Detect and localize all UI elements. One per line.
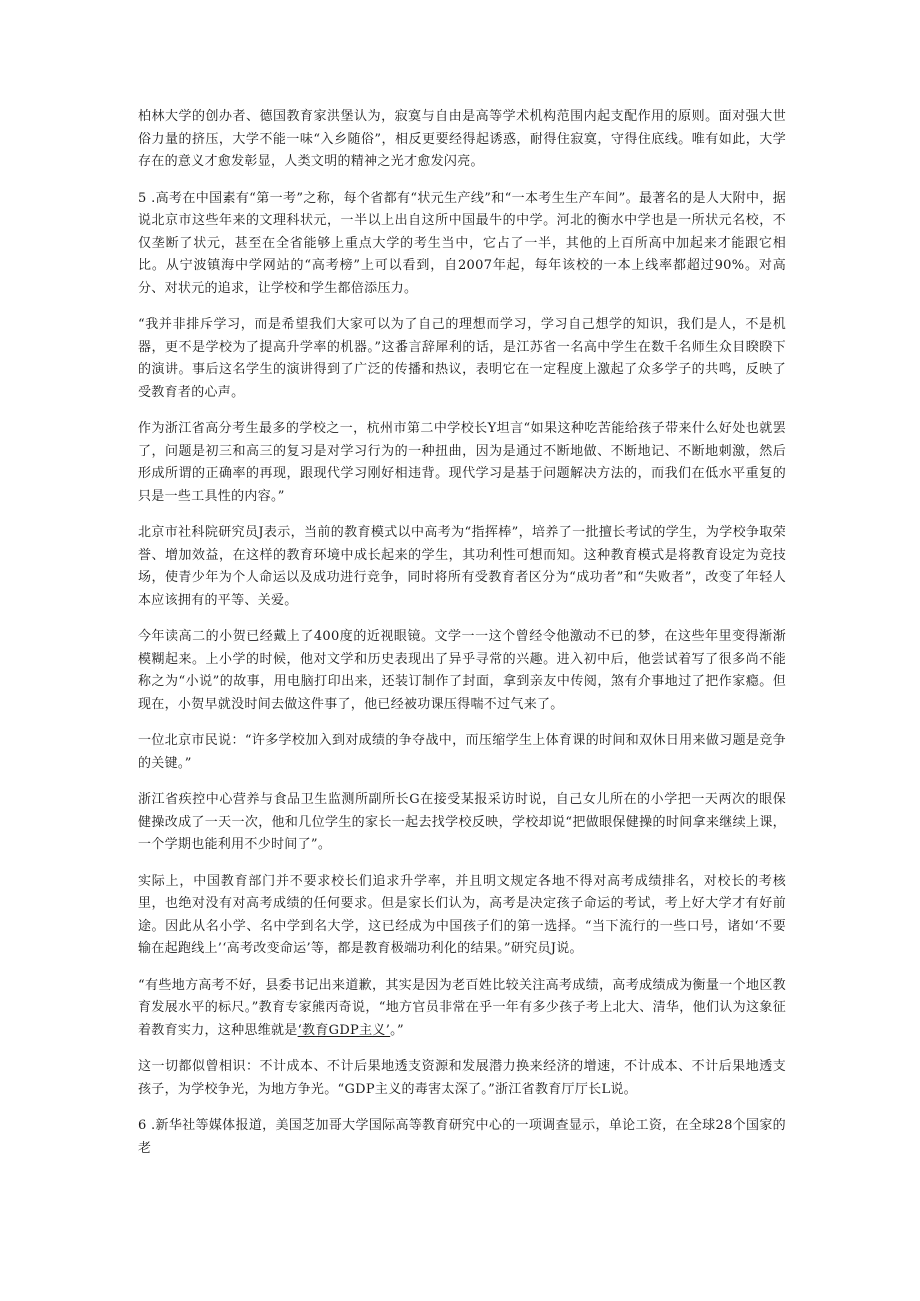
paragraph-deja-vu: 这一切都似曾相识：不计成本、不计后果地透支资源和发展潜力换来经济的增速，不计成本、不计后果地透支孩子，为学校争光，为地方争光。“GDP主义的毒害太深了。”浙江省教育厅厅长L说。 <box>138 1059 786 1097</box>
paragraph-hangzhou-principal: 作为浙江省高分考生最多的学校之一，杭州市第二中学校长Y坦言“如果这种吃苦能给孩子带来什么好处也就罢了，问题是初三和高三的复习是对学习行为的一种扭曲，因为是通过不断地做、不断地记、不断地刺激，然后形成所谓的正确率的再现，跟现代学习刚好相违背。现代学习是基于问题解决方法的，而我们在低水平重复的只是一些工具性的内容。” <box>138 421 786 504</box>
paragraph-5-gaokao: 5 .高考在中国素有“第一考”之称，每个省都有“状元生产线”和“一本考生生产车间”。最著名的是人大附中，据说北京市这些年来的文理科状元，一半以上出自这所中国最牛的中学。河北的衡水中学也是一所状元名校，不仅垄断了状元，甚至在全省能够上重点大学的考生当中，它占了一半，其他的上百所高中加起来才能跟它相比。从宁波镇海中学网站的“高考榜”上可以看到，自2007年起，每年该校的一本上线率都超过90%。对高分、对状元的追求，让学校和学生都倍添压力。 <box>138 190 786 296</box>
paragraph-gdp-ism <box>138 975 786 1043</box>
gdp-underlined-term: ‘教育GDP主义’ <box>297 1022 391 1038</box>
paragraph-6-chicago: 6 .新华社等媒体报道，美国芝加哥大学国际高等教育研究中心的一项调查显示，单论工资，在全球28个国家的老 <box>138 1118 786 1156</box>
paragraph-education-dept: 实际上，中国教育部门并不要求校长们追求升学率，并且明文规定各地不得对高考成绩排名，对校长的考核里，也绝对没有对高考成绩的任何要求。但是家长们认为，高考是决定孩子命运的考试，考上好大学才有好前途。因此从名小学、名中学到名大学，这已经成为中国孩子们的第一选择。“当下流行的一些口号，诸如‘不要输在起跑线上’‘高考改变命运’等，都是教育极端功利化的结果。”研究员J说。 <box>138 873 786 956</box>
gdp-text-after: 。” <box>390 1022 404 1038</box>
paragraph-zhejiang-cdc: 浙江省疾控中心营养与食品卫生监测所副所长G在接受某报采访时说，自己女儿所在的小学把一天两次的眼保健操改成了一天一次，他和几位学生的家长一起去找学校反映，学校却说“把做眼保健操的时间拿来继续上课，一个学期也能利用不少时间了”。 <box>138 792 786 852</box>
paragraph-beijing-citizen: 一位北京市民说：“许多学校加入到对成绩的争夺战中，而压缩学生上体育课的时间和双休日用来做习题是竞争的关键。” <box>138 733 786 771</box>
gdp-text-before: “有些地方高考不好，县委书记出来道歉，其实是因为老百姓比较关注高考成绩，高考成绩成为衡量一个地区教育发展水平的标尺。”教育专家熊丙奇说，“地方官员非常在乎一年有多少孩子考上北大、清华，他们认为这象征着教育实力，这种思维就是 <box>138 977 786 1038</box>
paragraph-xiao-he: 今年读高二的小贺已经戴上了400度的近视眼镜。文学一一这个曾经令他激动不已的梦，在这些年里变得渐渐模糊起来。上小学的时候，他对文学和历史表现出了异乎寻常的兴趣。进入初中后，他尝试着写了很多尚不能称之为“小说”的故事，用电脑打印出来，还装订制作了封面，拿到亲友中传阅，煞有介事地过了把作家瘾。但现在，小贺早就没时间去做这件事了，他已经被功课压得喘不过气来了。 <box>138 629 786 712</box>
paragraph-humboldt: 柏林大学的创办者、德国教育家洪堡认为，寂寞与自由是高等学术机构范围内起支配作用的原则。面对强大世俗力量的挤压，大学不能一味“入乡随俗”，相反更要经得起诱惑，耐得住寂寞，守得住底线。唯有如此，大学存在的意义才愈发彰显，人类文明的精神之光才愈发闪亮。 <box>138 109 786 169</box>
paragraph-student-speech: “我并非排斥学习，而是希望我们大家可以为了自己的理想而学习，学习自己想学的知识，我们是人，不是机器，更不是学校为了提高升学率的机器。”这番言辞犀利的话，是江苏省一名高中学生在数千名师生众目睽睽下的演讲。事后这名学生的演讲得到了广泛的传播和热议，表明它在一定程度上激起了众多学子的共鸣，反映了受教育者的心声。 <box>138 317 786 400</box>
paragraph-researcher-j: 北京市社科院研究员J表示，当前的教育模式以中高考为“指挥棒”，培养了一批擅长考试的学生，为学校争取荣誉、增加效益，在这样的教育环境中成长起来的学生，其功利性可想而知。这种教育模式是将教育设定为竞技场，使青少年为个人命运以及成功进行竞争，同时将所有受教育者区分为“成功者”和“失败者”，改变了年轻人本应该拥有的平等、关爱。 <box>138 525 786 608</box>
document-page <box>138 106 786 1174</box>
